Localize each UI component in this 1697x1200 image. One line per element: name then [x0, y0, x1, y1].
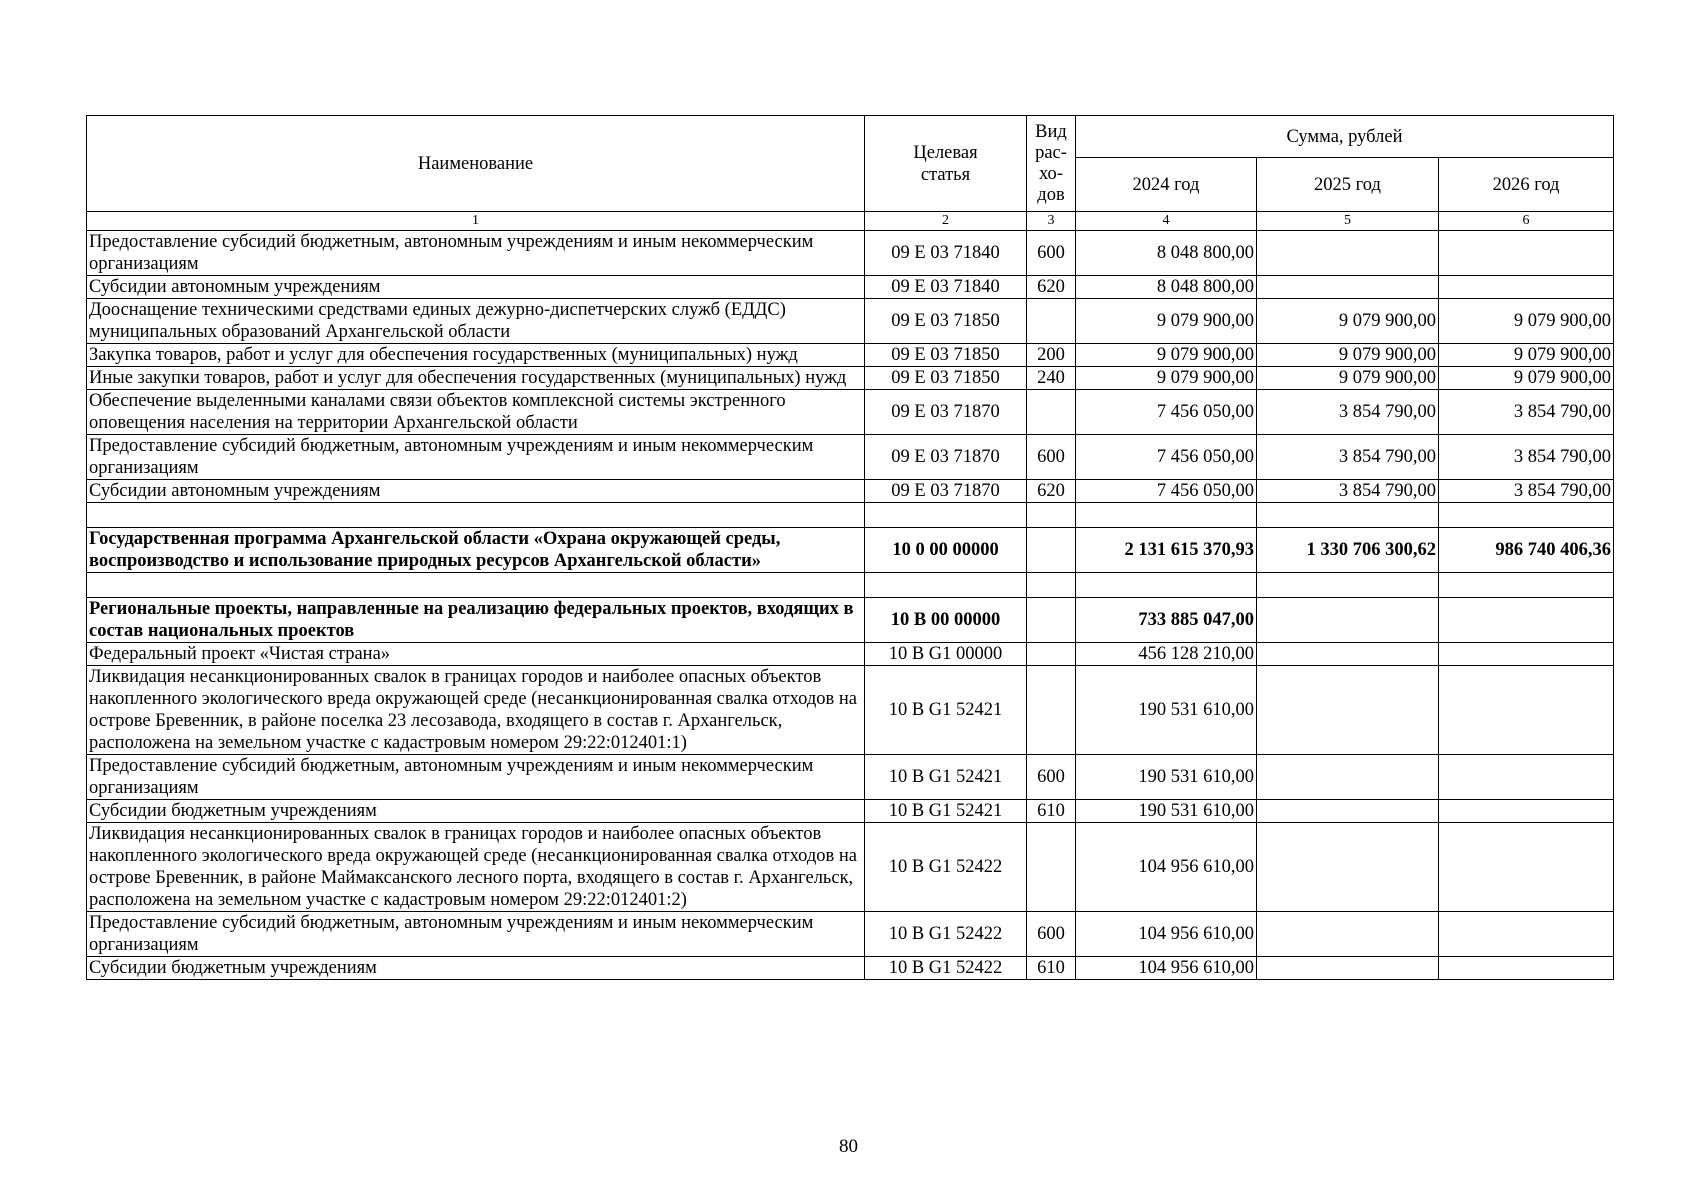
- cell-target-article: 10 В G1 52422: [865, 912, 1027, 957]
- cell-name: Предоставление субсидий бюджетным, автономным учреждениям и иным некоммерческим организациям: [87, 755, 865, 800]
- header-expense-type-line-4: дов: [1037, 184, 1065, 205]
- cell-expense-type: [1027, 823, 1076, 912]
- cell-expense-type: [1027, 598, 1076, 643]
- cell-name: Обеспечение выделенными каналами связи объектов комплексной системы экстренного оповещения населения на территории Архангельской области: [87, 390, 865, 435]
- empty-cell: [87, 503, 865, 528]
- table-row: [87, 912, 1614, 957]
- cell-amount-2025: [1257, 823, 1439, 912]
- cell-expense-type: 200: [1027, 344, 1076, 367]
- cell-amount-2024: 456 128 210,00: [1076, 643, 1257, 666]
- empty-cell: [1076, 503, 1257, 528]
- empty-cell: [1257, 573, 1439, 598]
- cell-amount-2024: 9 079 900,00: [1076, 299, 1257, 344]
- cell-amount-2026: 9 079 900,00: [1439, 367, 1614, 390]
- cell-amount-2026: [1439, 598, 1614, 643]
- cell-amount-2025: 1 330 706 300,62: [1257, 528, 1439, 573]
- cell-expense-type: 240: [1027, 367, 1076, 390]
- empty-cell: [865, 503, 1027, 528]
- cell-amount-2024: 8 048 800,00: [1076, 231, 1257, 276]
- header-year-2026: 2026 год: [1439, 158, 1614, 212]
- cell-expense-type: 600: [1027, 755, 1076, 800]
- table-row: [87, 755, 1614, 800]
- table-row: [87, 367, 1614, 390]
- cell-name: Дооснащение техническими средствами единых дежурно-диспетчерских служб (ЕДДС) муниципальных образований Архангельской области: [87, 299, 865, 344]
- cell-amount-2024: 104 956 610,00: [1076, 912, 1257, 957]
- cell-amount-2026: 9 079 900,00: [1439, 344, 1614, 367]
- cell-target-article: 10 0 00 00000: [865, 528, 1027, 573]
- cell-amount-2026: [1439, 276, 1614, 299]
- empty-cell: [865, 573, 1027, 598]
- cell-amount-2026: [1439, 957, 1614, 980]
- column-number: 1: [87, 212, 865, 231]
- cell-amount-2026: [1439, 912, 1614, 957]
- cell-amount-2024: 9 079 900,00: [1076, 344, 1257, 367]
- cell-name: Субсидии бюджетным учреждениям: [87, 957, 865, 980]
- table-row: [87, 480, 1614, 503]
- cell-amount-2025: [1257, 800, 1439, 823]
- cell-target-article: 10 В 00 00000: [865, 598, 1027, 643]
- table-row: [87, 390, 1614, 435]
- cell-amount-2024: 9 079 900,00: [1076, 367, 1257, 390]
- cell-expense-type: [1027, 528, 1076, 573]
- empty-cell: [1439, 573, 1614, 598]
- cell-amount-2026: 3 854 790,00: [1439, 390, 1614, 435]
- cell-target-article: 10 В G1 52421: [865, 666, 1027, 755]
- cell-name: Региональные проекты, направленные на реализацию федеральных проектов, входящих в состав национальных проектов: [87, 598, 865, 643]
- cell-amount-2024: 104 956 610,00: [1076, 957, 1257, 980]
- empty-cell: [87, 573, 865, 598]
- cell-amount-2024: 190 531 610,00: [1076, 800, 1257, 823]
- cell-amount-2024: 190 531 610,00: [1076, 755, 1257, 800]
- cell-amount-2025: [1257, 276, 1439, 299]
- cell-expense-type: [1027, 390, 1076, 435]
- cell-amount-2026: [1439, 666, 1614, 755]
- cell-amount-2024: 733 885 047,00: [1076, 598, 1257, 643]
- table-body: [87, 231, 1614, 980]
- header-target-article-text: Целевая статья: [913, 142, 978, 185]
- cell-target-article: 09 Е 03 71850: [865, 299, 1027, 344]
- cell-target-article: 09 Е 03 71850: [865, 344, 1027, 367]
- empty-cell: [1439, 503, 1614, 528]
- header-target-article: [865, 116, 1027, 212]
- cell-expense-type: 620: [1027, 276, 1076, 299]
- cell-expense-type: 610: [1027, 957, 1076, 980]
- cell-amount-2026: [1439, 643, 1614, 666]
- cell-amount-2024: 7 456 050,00: [1076, 480, 1257, 503]
- empty-cell: [1076, 573, 1257, 598]
- cell-amount-2025: [1257, 755, 1439, 800]
- header-sum: Сумма, рублей: [1076, 116, 1614, 158]
- table-row: [87, 435, 1614, 480]
- cell-amount-2026: 3 854 790,00: [1439, 480, 1614, 503]
- table-row: [87, 598, 1614, 643]
- cell-name: Предоставление субсидий бюджетным, автономным учреждениям и иным некоммерческим организациям: [87, 231, 865, 276]
- cell-amount-2026: [1439, 755, 1614, 800]
- budget-table: [86, 115, 1614, 980]
- cell-target-article: 09 Е 03 71870: [865, 480, 1027, 503]
- cell-target-article: 09 Е 03 71840: [865, 231, 1027, 276]
- cell-target-article: 10 В G1 52421: [865, 755, 1027, 800]
- table-row: [87, 299, 1614, 344]
- cell-amount-2025: [1257, 643, 1439, 666]
- cell-name: Субсидии автономным учреждениям: [87, 480, 865, 503]
- cell-target-article: 10 В G1 00000: [865, 643, 1027, 666]
- cell-amount-2026: 986 740 406,36: [1439, 528, 1614, 573]
- table-row: [87, 666, 1614, 755]
- cell-amount-2025: [1257, 666, 1439, 755]
- cell-amount-2025: 9 079 900,00: [1257, 344, 1439, 367]
- header-year-2024: 2024 год: [1076, 158, 1257, 212]
- cell-amount-2025: 3 854 790,00: [1257, 435, 1439, 480]
- header-year-2025: 2025 год: [1257, 158, 1439, 212]
- cell-target-article: 10 В G1 52422: [865, 823, 1027, 912]
- empty-cell: [1027, 503, 1076, 528]
- empty-cell: [1257, 503, 1439, 528]
- cell-amount-2024: 104 956 610,00: [1076, 823, 1257, 912]
- table-row: [87, 643, 1614, 666]
- cell-target-article: 10 В G1 52422: [865, 957, 1027, 980]
- table-row: [87, 344, 1614, 367]
- cell-amount-2026: 3 854 790,00: [1439, 435, 1614, 480]
- cell-amount-2026: [1439, 800, 1614, 823]
- empty-cell: [1027, 573, 1076, 598]
- cell-expense-type: 600: [1027, 912, 1076, 957]
- header-expense-type: [1027, 116, 1076, 212]
- cell-amount-2025: [1257, 231, 1439, 276]
- cell-expense-type: 600: [1027, 435, 1076, 480]
- page-number: 80: [839, 1136, 858, 1157]
- header-expense-type-line-2: рас-: [1035, 142, 1067, 163]
- cell-target-article: 09 Е 03 71840: [865, 276, 1027, 299]
- cell-name: Субсидии автономным учреждениям: [87, 276, 865, 299]
- cell-expense-type: [1027, 643, 1076, 666]
- cell-amount-2024: 7 456 050,00: [1076, 435, 1257, 480]
- cell-amount-2024: 7 456 050,00: [1076, 390, 1257, 435]
- table-row: [87, 823, 1614, 912]
- cell-name: Ликвидация несанкционированных свалок в границах городов и наиболее опасных объектов накопленного экологического вреда окружающей среде (несанкционированная свалка отходов на острове Бревенник, в районе поселка 23 лесозавода, входящего в состав г. Архангельск, расположена на земельном участке с кадастровым номером 29:22:012401:1): [87, 666, 865, 755]
- table-row: [87, 573, 1614, 598]
- cell-target-article: 09 Е 03 71870: [865, 435, 1027, 480]
- cell-amount-2025: 3 854 790,00: [1257, 480, 1439, 503]
- cell-amount-2024: 190 531 610,00: [1076, 666, 1257, 755]
- cell-amount-2024: 2 131 615 370,93: [1076, 528, 1257, 573]
- cell-target-article: 09 Е 03 71870: [865, 390, 1027, 435]
- cell-expense-type: [1027, 299, 1076, 344]
- cell-target-article: 10 В G1 52421: [865, 800, 1027, 823]
- cell-target-article: 09 Е 03 71850: [865, 367, 1027, 390]
- table-row: [87, 957, 1614, 980]
- column-number: 4: [1076, 212, 1257, 231]
- cell-name: Иные закупки товаров, работ и услуг для обеспечения государственных (муниципальных) нужд: [87, 367, 865, 390]
- cell-expense-type: 600: [1027, 231, 1076, 276]
- column-number: 5: [1257, 212, 1439, 231]
- cell-expense-type: 610: [1027, 800, 1076, 823]
- cell-amount-2026: 9 079 900,00: [1439, 299, 1614, 344]
- cell-amount-2025: [1257, 957, 1439, 980]
- cell-name: Предоставление субсидий бюджетным, автономным учреждениям и иным некоммерческим организациям: [87, 435, 865, 480]
- header-name: Наименование: [87, 116, 865, 212]
- cell-amount-2025: [1257, 912, 1439, 957]
- header-expense-type-line-3: хо-: [1039, 163, 1063, 184]
- table-row: [87, 528, 1614, 573]
- cell-amount-2025: 9 079 900,00: [1257, 299, 1439, 344]
- cell-name: Субсидии бюджетным учреждениям: [87, 800, 865, 823]
- column-number: 6: [1439, 212, 1614, 231]
- table-row: [87, 276, 1614, 299]
- cell-name: Закупка товаров, работ и услуг для обеспечения государственных (муниципальных) нужд: [87, 344, 865, 367]
- cell-name: Федеральный проект «Чистая страна»: [87, 643, 865, 666]
- column-number: 3: [1027, 212, 1076, 231]
- cell-amount-2026: [1439, 231, 1614, 276]
- column-number-row: [87, 212, 1614, 231]
- cell-expense-type: [1027, 666, 1076, 755]
- table-row: [87, 503, 1614, 528]
- cell-amount-2025: 3 854 790,00: [1257, 390, 1439, 435]
- table-row: [87, 231, 1614, 276]
- cell-name: Предоставление субсидий бюджетным, автономным учреждениям и иным некоммерческим организациям: [87, 912, 865, 957]
- cell-expense-type: 620: [1027, 480, 1076, 503]
- cell-amount-2025: 9 079 900,00: [1257, 367, 1439, 390]
- cell-amount-2024: 8 048 800,00: [1076, 276, 1257, 299]
- cell-amount-2025: [1257, 598, 1439, 643]
- cell-name: Государственная программа Архангельской области «Охрана окружающей среды, воспроизводство и использование природных ресурсов Архангельской области»: [87, 528, 865, 573]
- header-expense-type-line-1: Вид: [1035, 121, 1067, 142]
- cell-name: Ликвидация несанкционированных свалок в границах городов и наиболее опасных объектов накопленного экологического вреда окружающей среде (несанкционированная свалка отходов на острове Бревенник, в районе Маймаксанского лесного порта, входящего в состав г. Архангельск, расположена на земельном участке с кадастровым номером 29:22:012401:2): [87, 823, 865, 912]
- table-row: [87, 800, 1614, 823]
- column-number: 2: [865, 212, 1027, 231]
- cell-amount-2026: [1439, 823, 1614, 912]
